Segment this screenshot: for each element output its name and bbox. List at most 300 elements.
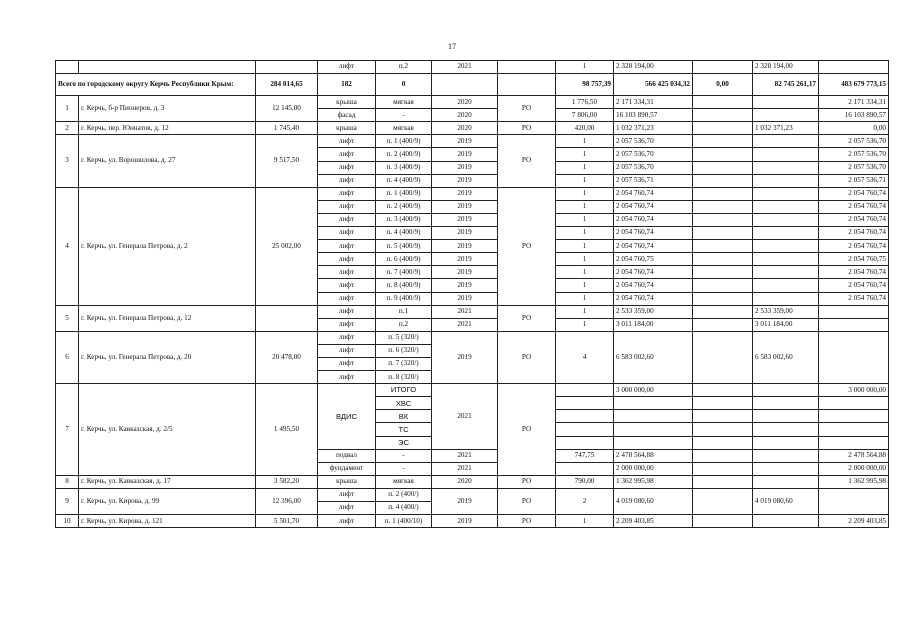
units-cell: 1 <box>556 187 614 200</box>
col11-cell: 2 054 760,75 <box>819 253 889 266</box>
col9-cell <box>693 227 753 240</box>
item-cell: п. 6 (320/) <box>376 344 432 357</box>
item-cell: п. 9 (400/9) <box>376 292 432 305</box>
col11-cell: 2 054 760,74 <box>819 227 889 240</box>
col11-cell: 2 054 760,74 <box>819 200 889 213</box>
col10-cell <box>753 462 819 475</box>
col11-cell <box>819 61 889 74</box>
col10-cell <box>753 515 819 528</box>
col11-cell <box>819 436 889 449</box>
col11-cell <box>819 488 889 514</box>
table-row <box>56 135 889 148</box>
col9-cell <box>693 475 753 488</box>
row-number-cell: 1 <box>56 96 79 122</box>
structure-cell: лифт <box>318 357 376 370</box>
units-cell: 790,00 <box>556 475 614 488</box>
address-cell: г. Керчь, ул. Кирова, д. 121 <box>79 515 256 528</box>
col9-cell <box>693 253 753 266</box>
total-col10: 82 745 261,17 <box>753 74 819 96</box>
col9-cell <box>693 488 753 514</box>
form-cell: РО <box>498 488 556 514</box>
year-cell: 2019 <box>432 279 498 292</box>
row-number-cell <box>56 61 79 74</box>
sum-cell: 2 054 760,74 <box>614 292 693 305</box>
address-cell: г. Керчь, ул. Кавказская, д. 17 <box>79 475 256 488</box>
col11-cell: 2 054 760,74 <box>819 266 889 279</box>
sum-cell: 4 019 080,60 <box>614 488 693 514</box>
col9-cell <box>693 187 753 200</box>
sum-cell: 6 583 002,60 <box>614 331 693 383</box>
row-number-cell: 2 <box>56 122 79 135</box>
table-row <box>56 61 889 74</box>
col9-cell <box>693 462 753 475</box>
col10-cell: 4 019 080,60 <box>753 488 819 514</box>
structure-cell: лифт <box>318 266 376 279</box>
col10-cell <box>753 187 819 200</box>
units-cell: 420,00 <box>556 122 614 135</box>
col10-cell <box>753 213 819 226</box>
col11-cell: 2 171 334,31 <box>819 96 889 109</box>
sum-cell: 1 362 995,98 <box>614 475 693 488</box>
form-cell: РО <box>498 187 556 305</box>
item-cell: п. 2 (400/) <box>376 488 432 501</box>
structure-cell: лифт <box>318 227 376 240</box>
col10-cell: 1 032 371,23 <box>753 122 819 135</box>
sum-cell: 2 478 564,88 <box>614 449 693 462</box>
col11-cell: 2 054 760,74 <box>819 240 889 253</box>
address-cell: г. Керчь, ул. Ворошилова, д. 27 <box>79 135 256 187</box>
year-cell: 2021 <box>432 318 498 331</box>
item-cell: мягкая <box>376 96 432 109</box>
item-cell: п. 4 (400/9) <box>376 174 432 187</box>
address-cell: г. Керчь, пер. Юннатов, д. 12 <box>79 122 256 135</box>
row-number-cell: 3 <box>56 135 79 187</box>
col9-cell <box>693 318 753 331</box>
year-cell: 2020 <box>432 122 498 135</box>
structure-cell: лифт <box>318 253 376 266</box>
total-col5: 0 <box>376 74 432 96</box>
col9-cell <box>693 266 753 279</box>
row-number-cell: 6 <box>56 331 79 383</box>
col9-cell <box>693 397 753 410</box>
sum-cell: 3 011 184,00 <box>614 318 693 331</box>
row-number-cell: 8 <box>56 475 79 488</box>
col10-cell <box>753 253 819 266</box>
sum-cell: 2 054 760,74 <box>614 279 693 292</box>
item-cell: п. 5 (320/) <box>376 331 432 344</box>
area-cell: 1 745,40 <box>256 122 318 135</box>
total-units: 98 757,39 <box>556 74 614 96</box>
area-cell <box>256 61 318 74</box>
vdis-item-cell: ХВС <box>376 397 432 410</box>
item-cell: п. 1 (400/9) <box>376 135 432 148</box>
col10-cell <box>753 174 819 187</box>
item-cell: п. 1 (400/10) <box>376 515 432 528</box>
sum-cell: 2 000 000,00 <box>614 462 693 475</box>
col10-cell <box>753 384 819 397</box>
sum-cell: 16 103 890,57 <box>614 109 693 122</box>
col11-cell: 2 057 536,70 <box>819 161 889 174</box>
table-row <box>56 96 889 109</box>
year-cell: 2021 <box>432 384 498 449</box>
address-cell: г. Керчь, ул. Генерала Петрова, д. 12 <box>79 305 256 331</box>
col11-cell <box>819 305 889 318</box>
year-cell: 2019 <box>432 331 498 383</box>
col9-cell <box>693 436 753 449</box>
form-cell: РО <box>498 122 556 135</box>
units-cell: 1 <box>556 148 614 161</box>
col11-cell: 0,00 <box>819 122 889 135</box>
col9-cell <box>693 213 753 226</box>
structure-cell: лифт <box>318 61 376 74</box>
year-cell: 2019 <box>432 213 498 226</box>
structure-cell: крыша <box>318 122 376 135</box>
area-cell <box>256 305 318 331</box>
sum-cell: 2 533 359,00 <box>614 305 693 318</box>
row-number-cell: 10 <box>56 515 79 528</box>
sum-cell: 2 054 760,74 <box>614 200 693 213</box>
address-cell: г. Керчь, ул. Кирова, д. 99 <box>79 488 256 514</box>
vdis-label-cell: ВДИС <box>318 384 376 449</box>
table-row <box>56 187 889 200</box>
item-cell: мягкая <box>376 475 432 488</box>
col11-cell: 2 054 760,74 <box>819 279 889 292</box>
year-cell: 2019 <box>432 135 498 148</box>
col10-cell <box>753 161 819 174</box>
col9-cell <box>693 515 753 528</box>
row-number-cell: 5 <box>56 305 79 331</box>
col9-cell <box>693 423 753 436</box>
year-cell: 2019 <box>432 488 498 514</box>
col10-cell <box>753 436 819 449</box>
item-cell: п. 4 (400/) <box>376 502 432 515</box>
item-cell: - <box>376 109 432 122</box>
sum-cell: 3 000 000,00 <box>614 384 693 397</box>
col11-cell: 16 103 890,57 <box>819 109 889 122</box>
table-row <box>56 384 889 397</box>
address-cell: г. Керчь, ул. Генерала Петрова, д. 20 <box>79 331 256 383</box>
col11-cell: 1 362 995,98 <box>819 475 889 488</box>
form-cell <box>498 61 556 74</box>
form-cell: РО <box>498 96 556 122</box>
year-cell: 2019 <box>432 200 498 213</box>
row-number-cell: 4 <box>56 187 79 305</box>
col10-cell <box>753 449 819 462</box>
item-cell: - <box>376 462 432 475</box>
item-cell: п. 7 (320/) <box>376 357 432 370</box>
item-cell: п.2 <box>376 61 432 74</box>
units-cell: 1 776,50 <box>556 96 614 109</box>
structure-cell: лифт <box>318 305 376 318</box>
area-cell: 12 145,00 <box>256 96 318 122</box>
item-cell: п. 4 (400/9) <box>376 227 432 240</box>
structure-cell: лифт <box>318 344 376 357</box>
total-row <box>56 74 889 96</box>
units-cell <box>556 423 614 436</box>
total-form <box>498 74 556 96</box>
structure-cell: фундамент <box>318 462 376 475</box>
col10-cell: 2 533 359,00 <box>753 305 819 318</box>
col9-cell <box>693 449 753 462</box>
col11-cell: 2 478 564,88 <box>819 449 889 462</box>
col11-cell <box>819 397 889 410</box>
sum-cell: 2 054 760,74 <box>614 266 693 279</box>
year-cell: 2019 <box>432 148 498 161</box>
col11-cell <box>819 318 889 331</box>
units-cell: 1 <box>556 266 614 279</box>
year-cell: 2021 <box>432 462 498 475</box>
form-cell: РО <box>498 384 556 476</box>
structure-cell: лифт <box>318 318 376 331</box>
col10-cell: 2 328 194,00 <box>753 61 819 74</box>
year-cell: 2019 <box>432 240 498 253</box>
col10-cell: 3 011 184,00 <box>753 318 819 331</box>
units-cell <box>556 384 614 397</box>
item-cell: п.1 <box>376 305 432 318</box>
sum-cell <box>614 436 693 449</box>
item-cell: п. 6 (400/9) <box>376 253 432 266</box>
year-cell: 2019 <box>432 227 498 240</box>
form-cell: РО <box>498 475 556 488</box>
col10-cell <box>753 240 819 253</box>
area-cell: 9 517,50 <box>256 135 318 187</box>
col9-cell <box>693 305 753 318</box>
structure-cell: фасад <box>318 109 376 122</box>
units-cell: 1 <box>556 240 614 253</box>
item-cell: п. 2 (400/9) <box>376 200 432 213</box>
sum-cell <box>614 397 693 410</box>
col10-cell <box>753 279 819 292</box>
structure-cell: лифт <box>318 200 376 213</box>
col9-cell <box>693 331 753 383</box>
area-cell: 5 501,70 <box>256 515 318 528</box>
form-cell: РО <box>498 515 556 528</box>
page-number: 17 <box>448 42 456 51</box>
sum-cell: 2 057 536,70 <box>614 148 693 161</box>
col9-cell <box>693 161 753 174</box>
col9-cell <box>693 61 753 74</box>
units-cell: 1 <box>556 213 614 226</box>
vdis-item-cell: ТС <box>376 423 432 436</box>
item-cell: п. 7 (400/9) <box>376 266 432 279</box>
sum-cell: 2 171 334,31 <box>614 96 693 109</box>
year-cell: 2021 <box>432 305 498 318</box>
sum-cell <box>614 423 693 436</box>
units-cell <box>556 462 614 475</box>
units-cell: 1 <box>556 292 614 305</box>
col9-cell <box>693 109 753 122</box>
structure-cell: крыша <box>318 96 376 109</box>
register-body <box>56 61 889 528</box>
form-cell: РО <box>498 135 556 187</box>
structure-cell: лифт <box>318 331 376 344</box>
area-cell: 1 495,50 <box>256 384 318 476</box>
sum-cell: 2 054 760,74 <box>614 227 693 240</box>
units-cell: 7 806,00 <box>556 109 614 122</box>
area-cell: 12 396,00 <box>256 488 318 514</box>
units-cell: 1 <box>556 515 614 528</box>
vdis-item-cell: ИТОГО <box>376 384 432 397</box>
year-cell: 2019 <box>432 174 498 187</box>
address-cell: г. Керчь, б-р Пионеров, д. 3 <box>79 96 256 122</box>
col11-cell: 2 209 403,85 <box>819 515 889 528</box>
structure-cell: лифт <box>318 515 376 528</box>
col11-cell: 2 057 536,70 <box>819 148 889 161</box>
year-cell: 2019 <box>432 187 498 200</box>
item-cell: п. 8 (400/9) <box>376 279 432 292</box>
year-cell: 2020 <box>432 475 498 488</box>
form-cell: РО <box>498 305 556 331</box>
sum-cell: 2 057 536,70 <box>614 161 693 174</box>
col9-cell <box>693 122 753 135</box>
item-cell: п. 1 (400/9) <box>376 187 432 200</box>
area-cell: 25 002,00 <box>256 187 318 305</box>
total-col4: 182 <box>318 74 376 96</box>
col11-cell <box>819 423 889 436</box>
units-cell <box>556 410 614 423</box>
col11-cell <box>819 331 889 383</box>
col10-cell <box>753 200 819 213</box>
year-cell: 2020 <box>432 96 498 109</box>
col9-cell <box>693 292 753 305</box>
sum-cell <box>614 410 693 423</box>
total-year <box>432 74 498 96</box>
address-cell: г. Керчь, ул. Генерала Петрова, д. 2 <box>79 187 256 305</box>
units-cell: 1 <box>556 253 614 266</box>
structure-cell: лифт <box>318 213 376 226</box>
units-cell: 1 <box>556 227 614 240</box>
col9-cell <box>693 96 753 109</box>
sum-cell: 2 054 760,75 <box>614 253 693 266</box>
col10-cell <box>753 135 819 148</box>
structure-cell: лифт <box>318 161 376 174</box>
table-row <box>56 488 889 501</box>
form-cell: РО <box>498 331 556 383</box>
col9-cell <box>693 384 753 397</box>
sum-cell: 1 032 371,23 <box>614 122 693 135</box>
structure-cell: подвал <box>318 449 376 462</box>
year-cell: 2019 <box>432 515 498 528</box>
row-number-cell: 7 <box>56 384 79 476</box>
structure-cell: лифт <box>318 371 376 384</box>
col10-cell <box>753 475 819 488</box>
sum-cell: 2 054 760,74 <box>614 187 693 200</box>
item-cell: п. 3 (400/9) <box>376 161 432 174</box>
area-cell: 3 582,20 <box>256 475 318 488</box>
col9-cell <box>693 200 753 213</box>
structure-cell: лифт <box>318 488 376 501</box>
structure-cell: лифт <box>318 135 376 148</box>
units-cell: 1 <box>556 161 614 174</box>
address-cell <box>79 61 256 74</box>
table-row <box>56 515 889 528</box>
structure-cell: лифт <box>318 187 376 200</box>
year-cell: 2021 <box>432 61 498 74</box>
item-cell: п. 3 (400/9) <box>376 213 432 226</box>
item-cell: п.2 <box>376 318 432 331</box>
sum-cell: 2 057 536,70 <box>614 135 693 148</box>
item-cell: мягкая <box>376 122 432 135</box>
area-cell: 20 478,00 <box>256 331 318 383</box>
table-row <box>56 305 889 318</box>
units-cell: 2 <box>556 488 614 514</box>
item-cell: - <box>376 449 432 462</box>
vdis-item-cell: ЭС <box>376 436 432 449</box>
table-row <box>56 331 889 344</box>
col11-cell: 2 054 760,74 <box>819 187 889 200</box>
col9-cell <box>693 135 753 148</box>
units-cell: 4 <box>556 331 614 383</box>
units-cell <box>556 436 614 449</box>
col11-cell: 2 000 000,00 <box>819 462 889 475</box>
col10-cell <box>753 227 819 240</box>
units-cell: 1 <box>556 174 614 187</box>
structure-cell: лифт <box>318 279 376 292</box>
total-col11: 483 679 773,15 <box>819 74 889 96</box>
units-cell: 1 <box>556 305 614 318</box>
col11-cell: 2 054 760,74 <box>819 292 889 305</box>
col10-cell: 6 583 002,60 <box>753 331 819 383</box>
col10-cell <box>753 423 819 436</box>
sum-cell: 2 328 194,00 <box>614 61 693 74</box>
item-cell: п. 5 (400/9) <box>376 240 432 253</box>
capital-repair-register-table <box>55 60 889 528</box>
col11-cell: 3 000 000,00 <box>819 384 889 397</box>
sum-cell: 2 054 760,74 <box>614 240 693 253</box>
units-cell: 1 <box>556 200 614 213</box>
year-cell: 2020 <box>432 109 498 122</box>
col10-cell <box>753 266 819 279</box>
units-cell: 747,75 <box>556 449 614 462</box>
sum-cell: 2 057 536,71 <box>614 174 693 187</box>
total-col9: 0,00 <box>693 74 753 96</box>
col10-cell <box>753 96 819 109</box>
col9-cell <box>693 410 753 423</box>
col10-cell <box>753 148 819 161</box>
year-cell: 2019 <box>432 161 498 174</box>
units-cell: 1 <box>556 318 614 331</box>
units-cell <box>556 397 614 410</box>
structure-cell: лифт <box>318 502 376 515</box>
year-cell: 2019 <box>432 266 498 279</box>
total-label: Всего по городскому округу Керчь Республики Крым: <box>56 74 256 96</box>
year-cell: 2019 <box>432 292 498 305</box>
item-cell: п. 2 (400/9) <box>376 148 432 161</box>
row-number-cell: 9 <box>56 488 79 514</box>
units-cell: 1 <box>556 279 614 292</box>
units-cell: 1 <box>556 61 614 74</box>
col11-cell <box>819 410 889 423</box>
total-area: 284 014,65 <box>256 74 318 96</box>
structure-cell: лифт <box>318 148 376 161</box>
col9-cell <box>693 240 753 253</box>
sum-cell: 2 054 760,74 <box>614 213 693 226</box>
table-row <box>56 475 889 488</box>
col11-cell: 2 057 536,70 <box>819 135 889 148</box>
structure-cell: крыша <box>318 475 376 488</box>
col10-cell <box>753 109 819 122</box>
sum-cell: 2 209 403,85 <box>614 515 693 528</box>
col9-cell <box>693 148 753 161</box>
vdis-item-cell: ВК <box>376 410 432 423</box>
col10-cell <box>753 397 819 410</box>
structure-cell: лифт <box>318 292 376 305</box>
year-cell: 2019 <box>432 253 498 266</box>
structure-cell: лифт <box>318 240 376 253</box>
table-row <box>56 122 889 135</box>
year-cell: 2021 <box>432 449 498 462</box>
col11-cell: 2 054 760,74 <box>819 213 889 226</box>
